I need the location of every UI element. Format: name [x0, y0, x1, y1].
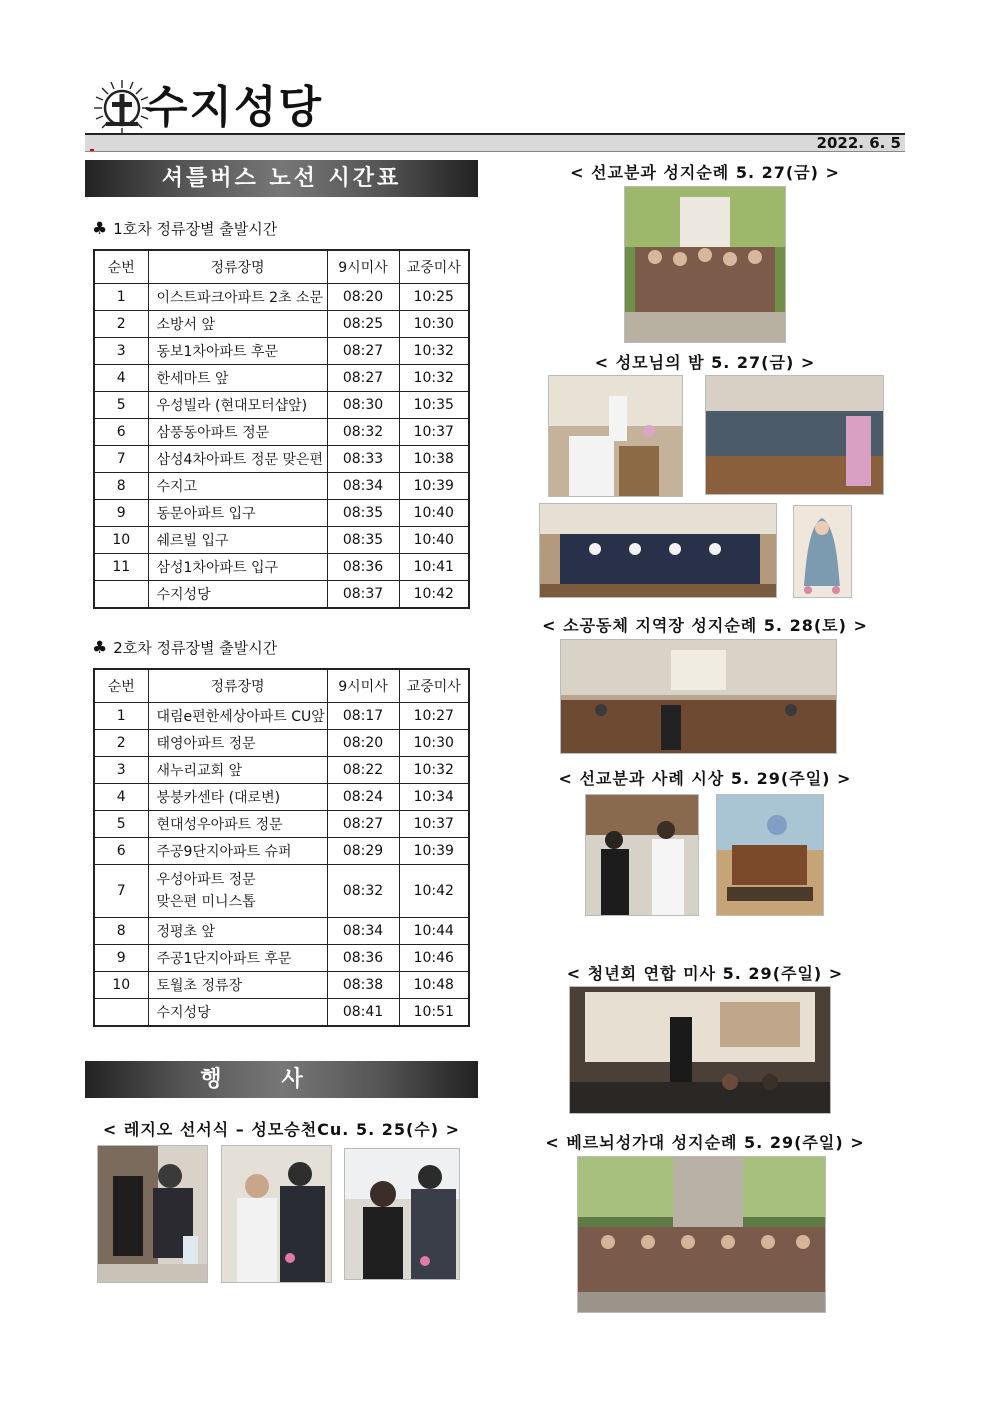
photo-mary-night-1 [548, 375, 683, 497]
table-row [94, 527, 469, 554]
col-header: 교중미사 [399, 669, 469, 703]
time-9am: 08:33 [327, 446, 399, 473]
stop-number: 7 [94, 865, 148, 918]
caption-youth-mass: < 청년회 연합 미사 5. 29(주일) > [566, 964, 844, 983]
time-9am: 08:20 [327, 284, 399, 311]
table-row [94, 784, 469, 811]
time-main-mass: 10:39 [399, 838, 469, 865]
time-main-mass: 10:38 [399, 446, 469, 473]
col-header: 정류장명 [148, 250, 327, 284]
stop-name: 토월초 정류장 [148, 972, 327, 999]
stop-number: 11 [94, 554, 148, 581]
stop-number: 9 [94, 945, 148, 972]
time-main-mass: 10:48 [399, 972, 469, 999]
table-row [94, 865, 469, 918]
stop-name: 소방서 앞 [148, 311, 327, 338]
time-main-mass: 10:35 [399, 392, 469, 419]
time-9am: 08:32 [327, 419, 399, 446]
stop-name: 수지고 [148, 473, 327, 500]
stop-name: 현대성우아파트 정문 [148, 811, 327, 838]
time-main-mass: 10:44 [399, 918, 469, 945]
table-row [94, 838, 469, 865]
stop-name: 태영아파트 정문 [148, 730, 327, 757]
time-main-mass: 10:32 [399, 757, 469, 784]
time-main-mass: 10:41 [399, 554, 469, 581]
table-row [94, 554, 469, 581]
time-9am: 08:24 [327, 784, 399, 811]
photo-mary-night-3 [539, 503, 777, 598]
stop-name: 정평초 앞 [148, 918, 327, 945]
stop-name: 쉐르빌 입구 [148, 527, 327, 554]
stop-number: 9 [94, 500, 148, 527]
table-header-row [94, 669, 469, 703]
time-9am: 08:27 [327, 811, 399, 838]
stop-number: 8 [94, 473, 148, 500]
time-main-mass: 10:30 [399, 311, 469, 338]
caption-mission-pilgrimage: < 선교분과 성지순례 5. 27(금) > [570, 163, 840, 182]
table-row [94, 311, 469, 338]
bus2-heading-text: 2호차 정류장별 출발시간 [113, 639, 278, 657]
col-header: 정류장명 [148, 669, 327, 703]
club-icon: ♣ [92, 638, 108, 658]
caption-choir-pilgrimage: < 베르뇌성가대 성지순례 5. 29(주일) > [545, 1133, 865, 1152]
time-main-mass: 10:51 [399, 999, 469, 1027]
table-row [94, 703, 469, 730]
stop-name: 수지성당 [148, 999, 327, 1027]
time-9am: 08:38 [327, 972, 399, 999]
stop-name: 주공1단지아파트 후문 [148, 945, 327, 972]
stop-name: 우성아파트 정문 맞은편 미니스톱 [148, 865, 327, 918]
stop-number: 10 [94, 527, 148, 554]
time-9am: 08:34 [327, 918, 399, 945]
table-row [94, 419, 469, 446]
shuttle-banner: 셔틀버스 노선 시간표 [85, 160, 478, 197]
table-row [94, 473, 469, 500]
events-banner: 행사 [85, 1061, 478, 1098]
legio-photo-1 [97, 1145, 208, 1283]
table-row [94, 757, 469, 784]
col-header: 교중미사 [399, 250, 469, 284]
photo-community-pilgrimage [560, 639, 837, 754]
page-title: 수지성당 [145, 82, 324, 133]
stop-number: 5 [94, 811, 148, 838]
date-bar [85, 135, 905, 152]
time-9am: 08:25 [327, 311, 399, 338]
time-main-mass: 10:40 [399, 500, 469, 527]
stop-name: 동문아파트 입구 [148, 500, 327, 527]
table-row [94, 284, 469, 311]
stop-number: 7 [94, 446, 148, 473]
time-9am: 08:41 [327, 999, 399, 1027]
photo-mission-pilgrimage [624, 186, 786, 343]
time-main-mass: 10:42 [399, 865, 469, 918]
time-9am: 08:27 [327, 338, 399, 365]
stop-name: 삼풍동아파트 정문 [148, 419, 327, 446]
legio-photo-2 [221, 1145, 332, 1283]
time-main-mass: 10:37 [399, 419, 469, 446]
photo-award-poster [716, 794, 824, 916]
stop-name: 이스트파크아파트 2초 소문 [148, 284, 327, 311]
stop-number: 6 [94, 419, 148, 446]
stop-name: 삼성1차아파트 입구 [148, 554, 327, 581]
stop-name: 새누리교회 앞 [148, 757, 327, 784]
parish-logo-icon [92, 78, 152, 138]
stop-number: 4 [94, 365, 148, 392]
table-row [94, 972, 469, 999]
stop-number [94, 581, 148, 609]
col-header: 9시미사 [327, 669, 399, 703]
stop-number: 3 [94, 757, 148, 784]
time-9am: 08:29 [327, 838, 399, 865]
stop-number: 2 [94, 730, 148, 757]
time-main-mass: 10:32 [399, 338, 469, 365]
stop-name: 붕붕카센타 (대로변) [148, 784, 327, 811]
stop-name: 우성빌라 (현대모터샵앞) [148, 392, 327, 419]
time-9am: 08:37 [327, 581, 399, 609]
accent-mark [90, 149, 94, 151]
photo-mary-illustration [793, 505, 852, 598]
table-row [94, 392, 469, 419]
table-row [94, 811, 469, 838]
club-icon: ♣ [92, 219, 108, 239]
time-9am: 08:22 [327, 757, 399, 784]
stop-number: 2 [94, 311, 148, 338]
col-header: 순번 [94, 250, 148, 284]
time-main-mass: 10:34 [399, 784, 469, 811]
col-header: 9시미사 [327, 250, 399, 284]
stop-name: 동보1차아파트 후문 [148, 338, 327, 365]
legio-caption: < 레지오 선서식 – 성모승천Cu. 5. 25(수) > [102, 1120, 461, 1139]
stop-name: 수지성당 [148, 581, 327, 609]
stop-number: 8 [94, 918, 148, 945]
bus2-table [93, 668, 470, 1027]
time-9am: 08:30 [327, 392, 399, 419]
table-row [94, 500, 469, 527]
photo-mary-night-2 [705, 375, 884, 495]
stop-number: 6 [94, 838, 148, 865]
bus1-heading-text: 1호차 정류장별 출발시간 [113, 220, 278, 238]
stop-number [94, 999, 148, 1027]
stop-number: 1 [94, 703, 148, 730]
stop-name: 삼성4차아파트 정문 맞은편 [148, 446, 327, 473]
table-header-row [94, 250, 469, 284]
time-9am: 08:17 [327, 703, 399, 730]
time-main-mass: 10:46 [399, 945, 469, 972]
table-row [94, 945, 469, 972]
legio-photo-3 [344, 1148, 460, 1280]
time-9am: 08:36 [327, 945, 399, 972]
time-main-mass: 10:40 [399, 527, 469, 554]
time-main-mass: 10:25 [399, 284, 469, 311]
time-main-mass: 10:39 [399, 473, 469, 500]
time-9am: 08:35 [327, 500, 399, 527]
time-main-mass: 10:30 [399, 730, 469, 757]
bus1-table [93, 249, 470, 609]
caption-community-pilgrimage: < 소공동체 지역장 성지순례 5. 28(토) > [542, 616, 868, 635]
stop-name: 대림e편한세상아파트 CU앞 [148, 703, 327, 730]
col-header: 순번 [94, 669, 148, 703]
table-row [94, 999, 469, 1027]
table-row [94, 918, 469, 945]
time-main-mass: 10:37 [399, 811, 469, 838]
table-row [94, 446, 469, 473]
time-9am: 08:35 [327, 527, 399, 554]
time-9am: 08:36 [327, 554, 399, 581]
photo-choir-pilgrimage [577, 1156, 826, 1313]
caption-mission-award: < 선교분과 사례 시상 5. 29(주일) > [558, 769, 852, 788]
time-9am: 08:27 [327, 365, 399, 392]
stop-number: 5 [94, 392, 148, 419]
bus1-heading [92, 220, 277, 238]
table-row [94, 730, 469, 757]
stop-number: 3 [94, 338, 148, 365]
stop-name: 주공9단지아파트 슈퍼 [148, 838, 327, 865]
time-main-mass: 10:32 [399, 365, 469, 392]
time-9am: 08:34 [327, 473, 399, 500]
time-main-mass: 10:42 [399, 581, 469, 609]
issue-date: 2022. 6. 5 [816, 134, 901, 152]
stop-name: 한세마트 앞 [148, 365, 327, 392]
table-row [94, 338, 469, 365]
stop-number: 4 [94, 784, 148, 811]
time-9am: 08:32 [327, 865, 399, 918]
bus2-heading [92, 639, 277, 657]
stop-number: 10 [94, 972, 148, 999]
caption-mary-night: < 성모님의 밤 5. 27(금) > [594, 353, 816, 372]
table-row [94, 581, 469, 609]
time-9am: 08:20 [327, 730, 399, 757]
stop-number: 1 [94, 284, 148, 311]
photo-youth-mass [569, 986, 831, 1114]
photo-mission-award [585, 794, 699, 916]
table-row [94, 365, 469, 392]
time-main-mass: 10:27 [399, 703, 469, 730]
